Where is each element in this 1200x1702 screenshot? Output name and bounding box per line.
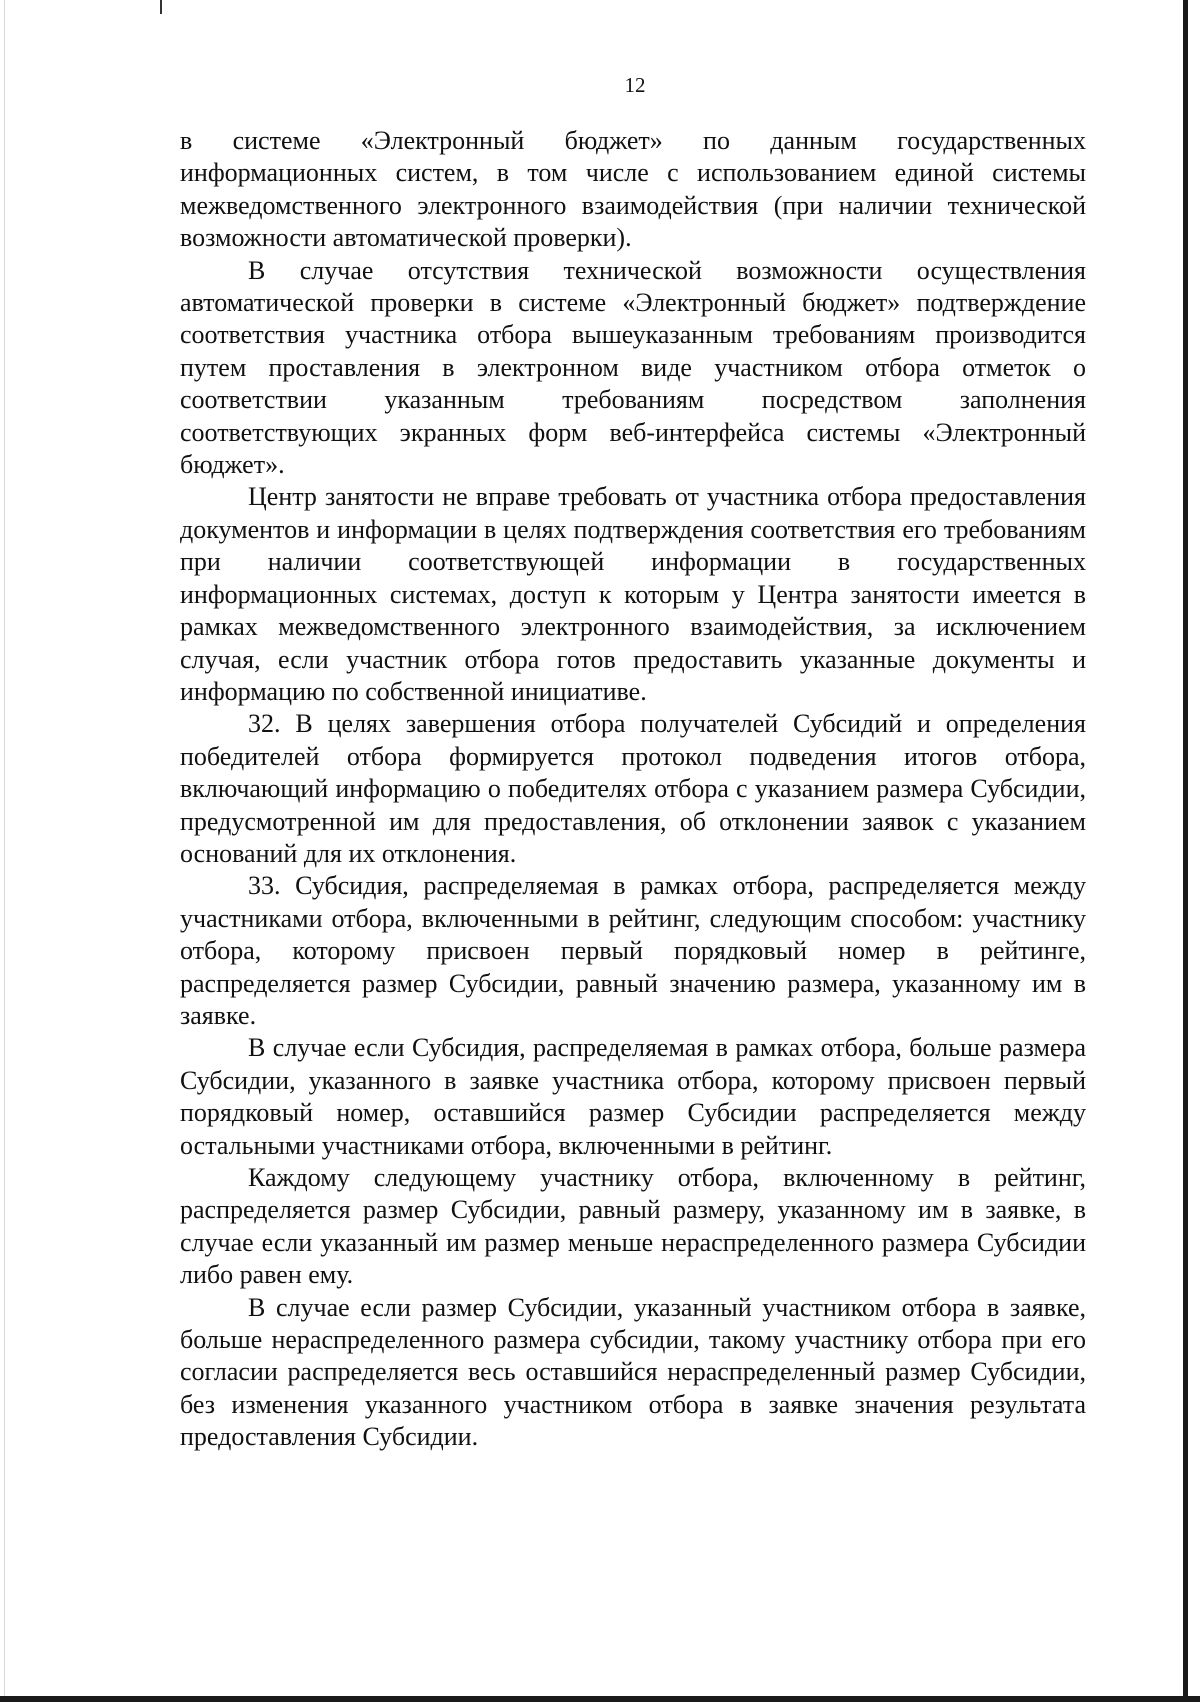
- paragraph-next-participant: Каждому следующему участнику отбора, включенному в рейтинг, распределяется размер Субсидии, равный размеру, указанному им в заявке, в случае если указанный им размер меньше нераспределенного размера Субсидии либо равен ему.: [180, 1163, 1086, 1290]
- paragraph-remaining-subsidy: В случае если Субсидия, распределяемая в рамках отбора, больше размера Субсидии, указанного в заявке участника отбора, которому присвоен первый порядковый номер, оставшийся размер Субсидии распределяется между остальными участниками отбора, включенными в рейтинг.: [180, 1033, 1086, 1160]
- scan-right-border: [1183, 0, 1188, 1702]
- page-number: 12: [624, 73, 646, 97]
- paragraph-exceeds-remaining: В случае если размер Субсидии, указанный участником отбора в заявке, больше нераспределенного размера субсидии, такому участнику отбора при его согласии распределяется весь оставшийся нераспределенный размер Субсидии, без изменения указанного участником отбора в заявке значения результата предоставления Субсидии.: [180, 1292, 1086, 1452]
- paragraph-employment-center: Центр занятости не вправе требовать от участника отбора предоставления документов и информации в целях подтверждения соответствия его требованиям при наличии соответствующей информации в государственных информационных системах, доступ к которым у Центра занятости имеется в рамках межведомственного электронного взаимодействия, за исключением случая, если участник отбора готов предоставить указанные документы и информацию по собственной инициативе.: [180, 482, 1086, 706]
- scan-bottom-border: [0, 1696, 1200, 1702]
- paragraph-continuation: в системе «Электронный бюджет» по данным государственных информационных систем, в том числе с использованием единой системы межведомственного электронного взаимодействия (при наличии технической возможности автоматической проверки).: [180, 126, 1086, 253]
- paragraph-clause-32: 32. В целях завершения отбора получателей Субсидий и определения победителей отбора формируется протокол подведения итогов отбора, включающий информацию о победителях отбора с указанием размера Субсидии, предусмотренной им для предоставления, об отклонении заявок с указанием оснований для их отклонения.: [180, 709, 1086, 868]
- paragraph-no-auto-check: В случае отсутствия технической возможности осуществления автоматической проверки в системе «Электронный бюджет» подтверждение соответствия участника отбора вышеуказанным требованиям производится путем проставления в электронном виде участником отбора отметок о соответствии указанным требованиям посредством заполнения соответствующих экранных форм веб-интерфейса системы «Электронный бюджет».: [180, 255, 1086, 480]
- scan-top-mark: [160, 0, 162, 14]
- paragraph-clause-33: 33. Субсидия, распределяемая в рамках отбора, распределяется между участниками отбора, включенными в рейтинг, следующим способом: участнику отбора, которому присвоен первый порядковый номер в рейтинге, распределяется размер Субсидии, равный значению размера, указанному им в заявке.: [180, 871, 1086, 1030]
- scan-left-edge: [4, 0, 5, 1702]
- document-body: [180, 125, 1086, 1454]
